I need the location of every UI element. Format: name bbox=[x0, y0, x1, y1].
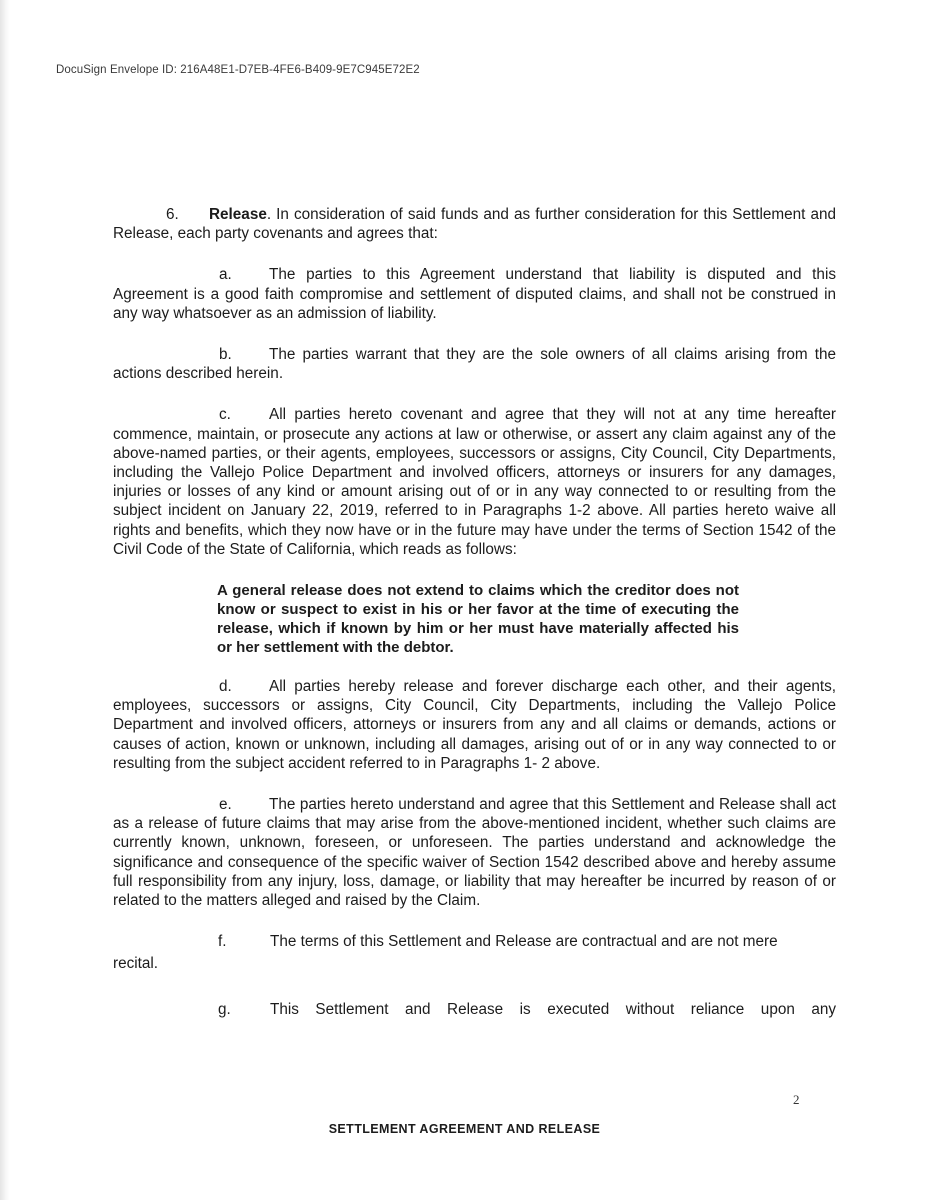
docusign-envelope-id: DocuSign Envelope ID: 216A48E1-D7EB-4FE6-B409-9E7C945E72E2 bbox=[56, 64, 420, 76]
document-body bbox=[113, 205, 836, 1022]
clause-e bbox=[113, 795, 836, 910]
clause-c bbox=[113, 405, 836, 559]
section-heading: Release bbox=[209, 206, 267, 223]
clause-c-label: c. bbox=[219, 406, 231, 424]
clause-d bbox=[113, 677, 836, 773]
section-intro-text: . In consideration of said funds and as further consideration for this Settlement and Release, each party covenants and agrees that: bbox=[113, 206, 836, 243]
clause-d-label: d. bbox=[219, 678, 232, 696]
clause-b-text: The parties warrant that they are the sole owners of all claims arising from the actions described herein. bbox=[113, 346, 836, 383]
clause-a bbox=[113, 265, 836, 323]
section-number: 6. bbox=[166, 206, 179, 223]
clause-a-label: a. bbox=[219, 266, 232, 284]
page-number: 2 bbox=[793, 1092, 800, 1107]
clause-d-text: All parties hereby release and forever discharge each other, and their agents, employees, successors or assigns, City Council, City Departments, including the Vallejo Police Department and involved officers, attorneys or insurers from any and all claims or demands, actions or causes of action, known or unknown, including all damages, arising out of or in any way connected to or resulting from the subject accident referred to in Paragraphs 1- 2 above. bbox=[113, 678, 836, 772]
clause-f-text: The terms of this Settlement and Release are contractual and are not mere bbox=[270, 933, 778, 951]
clause-b-label: b. bbox=[219, 346, 232, 364]
section-6-intro bbox=[113, 205, 836, 243]
clause-c-text: All parties hereto covenant and agree that they will not at any time hereafter commence, maintain, or prosecute any actions at law or otherwise, or assert any claim against any of the above-named parties, or their agents, employees, successors or assigns, City Council, City Departments, including the Vallejo Police Department and involved officers, attorneys or insurers for any damages, injuries or losses of any kind or amount arising out of or in any way connected to or resulting from the subject incident on January 22, 2019, referred to in Paragraphs 1-2 above. All parties hereto waive all rights and benefits, which they now have or in the future may have under the terms of Section 1542 of the Civil Code of the State of California, which reads as follows: bbox=[113, 406, 836, 558]
civil-code-1542-quote: A general release does not extend to claims which the creditor does not know or suspect to exist in his or her favor at the time of executing the release, which if known by him or her must have materially affected his or her settlement with the debtor. bbox=[217, 582, 739, 657]
clause-a-text: The parties to this Agreement understand that liability is disputed and this Agreement is a good faith compromise and settlement of disputed claims, and shall not be construed in any way whatsoever as an admission of liability. bbox=[113, 266, 836, 322]
clause-e-text: The parties hereto understand and agree that this Settlement and Release shall act as a release of future claims that may arise from the above-mentioned incident, whether such claims are currently known, unknown, foreseen, or unforeseen. The parties understand and acknowledge the significance and consequence of the specific waiver of Section 1542 described above and hereby assume full responsibility from any injury, loss, damage, or liability that may hereafter be incurred by reason of or related to the matters alleged and raised by the Claim. bbox=[113, 796, 836, 910]
clause-g-text: This Settlement and Release is executed without reliance upon any bbox=[270, 1001, 836, 1019]
clause-g bbox=[113, 1000, 836, 1022]
clause-f-label: f. bbox=[218, 933, 227, 951]
clause-f bbox=[113, 932, 836, 978]
footer-title: SETTLEMENT AGREEMENT AND RELEASE bbox=[328, 1122, 601, 1136]
clause-e-label: e. bbox=[219, 796, 232, 814]
clause-b bbox=[113, 345, 836, 383]
clause-g-label: g. bbox=[218, 1001, 231, 1019]
page-edge-shadow bbox=[0, 0, 10, 1200]
clause-f-continuation: recital. bbox=[113, 955, 159, 973]
